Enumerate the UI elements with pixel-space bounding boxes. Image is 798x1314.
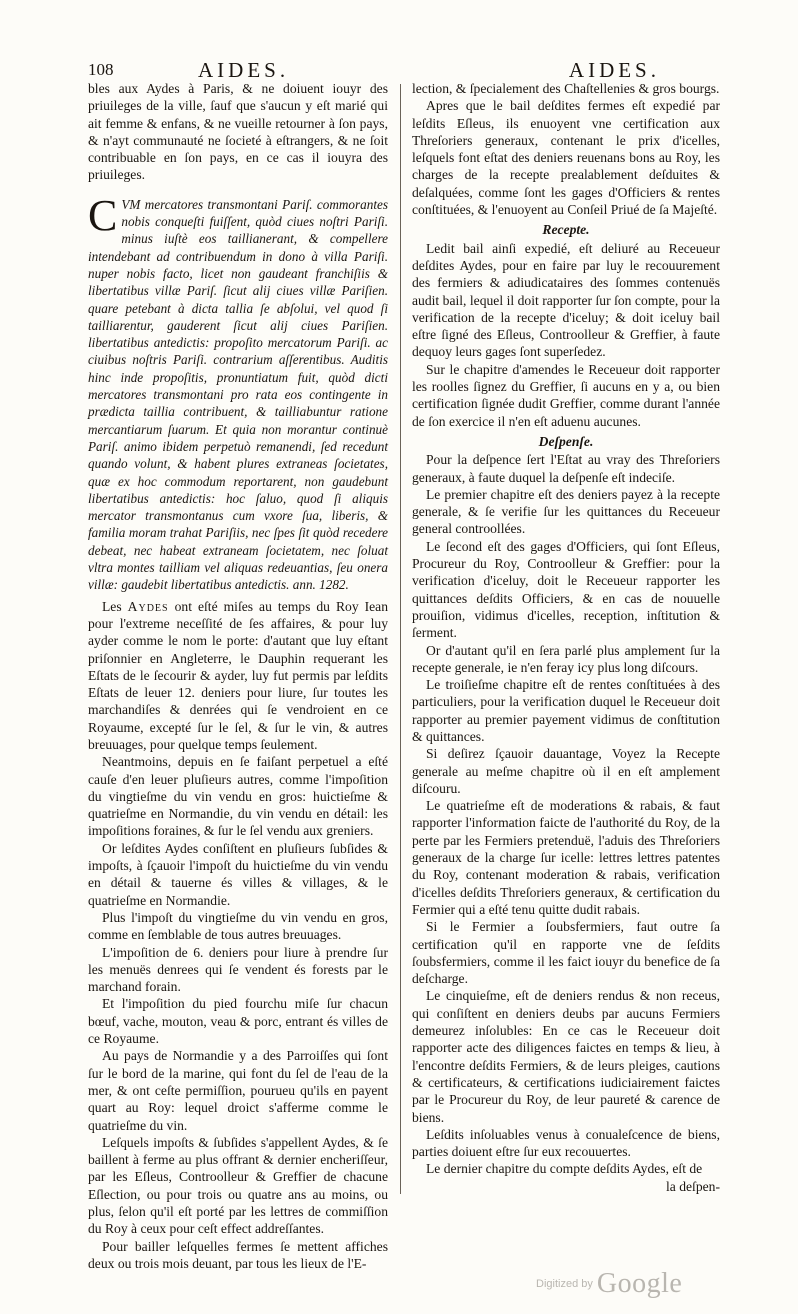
google-watermark [536, 1268, 682, 1300]
header-title-right: AIDES. [568, 58, 660, 82]
aydes-origin-paragraph [88, 598, 388, 754]
right-column [412, 80, 720, 1195]
page-number: 108 [88, 60, 114, 79]
watermark-digitized-text: Digitized by [536, 1278, 593, 1290]
right-paragraph-4: Pour la deſpence ſert l'Eſtat au vray des Threſoriers generaux, à faute duquel la deſpenſe eſt indeciſe. [412, 452, 720, 485]
catchword: la deſpen- [666, 1178, 720, 1194]
right-paragraph-14: Le dernier chapitre du compte deſdits Aydes, eſt de [426, 1161, 703, 1177]
section-heading-despense: Deſpenſe. [538, 433, 594, 449]
right-paragraph-1: Apres que le bail deſdites fermes eſt expedié par leſdits Eſleus, ils enuoyent vne certification aux Threſoriers generaux, contenant le prix d'icelles, leſquels font eſtat des deniers reuenans bons au Roy, les charges de la recepte prealablement deſduites & deſalquées, comme ſont les gages d'Officiers & rentes conſtituées, & l'enuoyent au Conſeil Priué de ſa Majeſté. [412, 98, 720, 218]
right-paragraph-8: Le troiſieſme chapitre eſt de rentes conſtituées à des particuliers, pour la verification duquel le Receueur doit rapporter au premier payement vidimus de conſtitution & quittances. [412, 677, 720, 744]
right-paragraph-6: Le ſecond eſt des gages d'Officiers, qui ſont Eſleus, Procureur du Roy, Controolleur & Greffier: pour la verification d'iceluy, doit le Receueur rapporter les quittances deſdits Officiers, & en cas de nouuelle prouiſion, vidimus d'icelles, reception, inſtitution & ſerment. [412, 538, 720, 641]
left-continuation-paragraph: bles aux Aydes à Paris, & ne doiuent iouyr des priuileges de la ville, ſauf que s'aucun y eſt marié qui ait femme & enfans, & ne vueille retourner à ſon pays, & n'ayt communauté ne ſocieté à eſtrangers, & ne ſoit contribuable en ſon pays, en ce cas il iouyra des priuileges. [88, 81, 388, 183]
right-paragraph-3: Sur le chapitre d'amendes le Receueur doit rapporter les roolles ſignez du Greffier, ſi aucuns en y a, ou bien certification ſignée dudit Greffier, comme durant l'année de ſon exercice il n'en eſt aduenu aucunes. [412, 361, 720, 429]
left-paragraph-2: Neantmoins, depuis en ſe faiſant perpetuel a eſté cauſe d'en leuer pluſieurs autres, comme l'impoſition du vingtieſme du vin vendu en gros: huictieſme & quatrieſme en Normandie, du vin vendu en détail: les impoſitions foraines, & ſur le ſel vendu aux greniers. [88, 754, 388, 839]
right-paragraph-12: Le cinquieſme, eſt de deniers rendus & non receus, qui conſiſtent en deniers deubs par aucuns Fermiers demeurez inſolubles: En ce cas le Receueur doit rapporter acte des diligences faictes en temps & lieu, à l'encontre deſdits Fermiers, & de leurs pleiges, cautions & certificateurs, & certifications iudiciairement faictes par le Procureur du Roy, de leur paureté & carence de biens. [412, 988, 720, 1125]
left-paragraph-7: Au pays de Normandie y a des Parroiſſes qui ſont ſur le bord de la marine, qui font du ſel de l'eau de la mer, & ont ceſte permiſſion, pourueu qu'ils en payent quart au Roy: lequel droict s'afferme comme le quatrieſme du vin. [88, 1048, 388, 1133]
right-paragraph-13: Leſdits inſoluables venus à conualeſcence de biens, parties doiuent eſtre ſur eux recouuertes. [412, 1126, 720, 1160]
header-title-left: AIDES. [198, 58, 290, 82]
left-column [88, 80, 388, 1272]
latin-decree-paragraph [88, 190, 388, 594]
left-paragraph-5: L'impoſition de 6. deniers pour liure à prendre ſur les menuës denrees qui ſe vendent és forests par le marchand forain. [88, 944, 388, 995]
aydes-origin-text: ont eſté miſes au temps du Roy Iean pour l'extreme neceſſité de ſes affaires, & pour luy ayder comme le nom le porte: d'autant que luy eſtant priſonnier en Angleterre, le Dauphin requerant les Eſtats de le ſecourir & ayder, luy fut permis par leſdits Eſtats de leuer 12. deniers pour liure, ſur toutes les marchandiſes & denrées qui ſe vendroient en ce Royaume, excepté ſur le ſel, & ſur le vin, & autres breuuages, pour quelque temps ſeulement. [88, 598, 389, 752]
drop-cap-initial: C [88, 190, 118, 240]
google-logo: Google [596, 1268, 683, 1299]
left-paragraph-6: Et l'impoſition du pied fourchu miſe ſur chacun bœuf, vache, mouton, veau & porc, entrant és villes de ce Royaume. [88, 996, 388, 1047]
left-paragraph-3: Or leſdites Aydes conſiſtent en pluſieurs ſubſides & impoſts, à ſçauoir l'impoſt du huictieſme du vin vendu en détail & tauerne és villes & villages, & le quatrieſme en Normandie. [88, 840, 388, 908]
aydes-smallcaps-word: Aydes [127, 598, 169, 614]
right-paragraph-7: Or d'autant qu'il en ſera parlé plus amplement ſur la recepte generale, ie n'en feray icy plus long diſcours. [412, 642, 720, 675]
aydes-lead-word: Les [102, 598, 122, 614]
right-continuation-paragraph: lection, & ſpecialement des Chaſtellenies & gros bourgs. [412, 81, 720, 96]
right-paragraph-10: Le quatrieſme eſt de moderations & rabais, & faut rapporter l'information faicte de l'authorité du Roy, de la perte par les Fermiers pretenduë, l'aduis des Threſoriers generaux de la charge ſur icelle: lettres lettres patentes du Roy, contenant moderation & rabais, verification d'icelles deſdits Threſoriers generaux, & certification du Fermier qui a eſté tenu quitte dudit rabais. [412, 798, 720, 917]
right-paragraph-11: Si le Fermier a ſoubsfermiers, faut outre ſa certification qu'il en rapporte vne de ſeſdits ſoubsfermiers, comme il les faict iouyr du benefice de ſa deſcharge. [412, 919, 720, 987]
right-paragraph-2: Ledit bail ainſi expedié, eſt deliuré au Receueur deſdites Aydes, pour en faire par luy le recouurement des fermiers & adiudicataires des ſommes contenuës audit bail, lequel il doit rapporter ſur ſon compte, pour la verification de la recepte d'iceluy; & doit iceluy bail eſtre ſigné des Eſleus, Controolleur & Greffier, à faute dequoy leurs gages ſont superſedez. [412, 240, 720, 360]
left-paragraph-8: Leſquels impoſts & ſubſides s'appellent Aydes, & ſe baillent à ferme au plus offrant & dernier encheriſſeur, par les Eſleus, Controolleur & Greffier de chacune Eſlection, ou pour trois ou quatre ans au moins, ou plus, ſelon qu'il eſt porté par les lettres de commiſſion du Roy à ceux pour ceſt effect addreſſantes. [88, 1134, 388, 1237]
left-paragraph-4: Plus l'impoſt du vingtieſme du vin vendu en gros, comme en ſemblable de tous autres breuuages. [88, 909, 388, 943]
section-heading-recepte: Recepte. [542, 222, 590, 238]
column-divider [400, 84, 401, 1194]
latin-decree-text: VM mercatores transmontani Pariſ. commorantes nobis conqueſti fuiſſent, quòd ciues noſtri Pariſi. minus iuſtè eos taillianerant, & compellere intendebant ad contribuendum in dono à villa Pariſi. nuper nobis facto, licet non gaudeant franchiſiis & libertatibus villæ Pariſ. ſicut alij ciues villæ Pariſien. quare petebant à dicta tallia ſe abſolui, vel quod ſi tailliarentur, gauderent ſicut alij ciues Pariſien. libertatibus antedictis: propoſito mercatorum Pariſi. ac ciuibus noſtris Pariſi. contrarium aſſerentibus. Auditis hinc inde propoſitis, pronuntiatum fuit, quòd dicti mercatores transmontani pro rata eos contingente in prædicta taillia contribuent, & tailliabuntur ratione mercantiarum ſuarum. Et quia non morantur continuè Pariſ. animo ibidem perpetuò remanendi, ſed recedunt quando volunt, & habent plures extraneas ſocietates, quæ ex hoc commodum reportarent, non gaudebunt libertatibus antedictis: hoc ſaluo, quod ſi aliquis mercator transmontanus cum vxore ſua, liberis, & familia moram trahat Pariſiis, nec ſpes ſit quòd recedere debeat, nec habeat extraneam ſocietatem, nec ſoluat vltra montes tailliam vel aliquas redeuantias, ſeu onera villæ: gaudebit libertatibus antedictis. ann. 1282. [88, 196, 388, 593]
left-paragraph-9: Pour bailler leſquelles fermes ſe mettent affiches deux ou trois mois deuant, par tous les lieux de l'E- [88, 1238, 388, 1271]
right-paragraph-5: Le premier chapitre eſt des deniers payez à la recepte generale, & ſe verifie ſur les quittances du Receueur general controollées. [412, 486, 720, 537]
right-paragraph-9: Si deſirez ſçauoir dauantage, Voyez la Recepte generale au meſme chapitre où il en eſt amplement diſcouru. [412, 746, 720, 796]
